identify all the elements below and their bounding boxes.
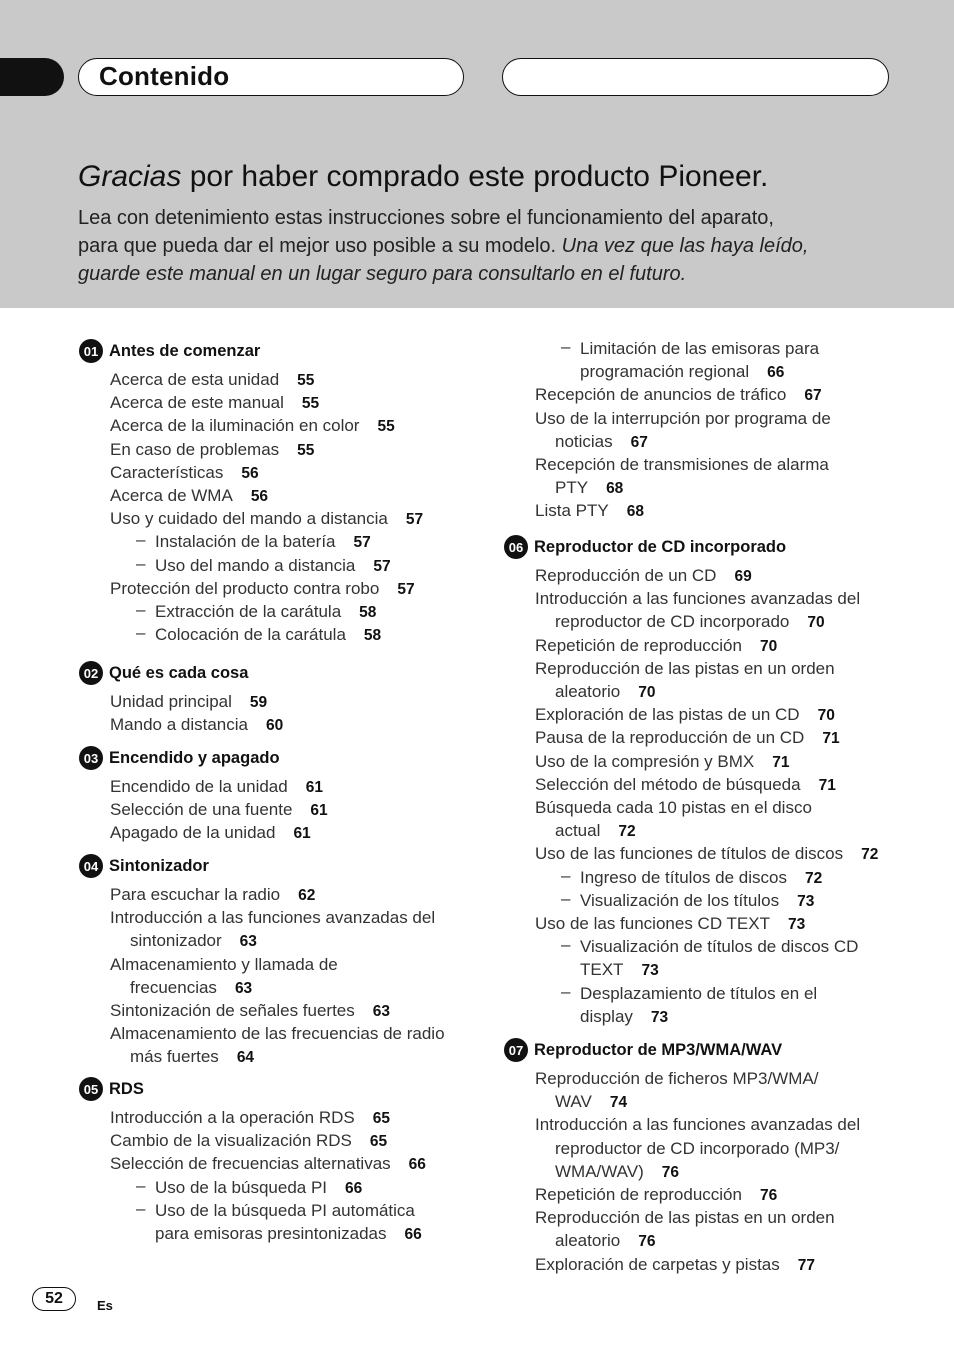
toc-page-number: 71 [772,753,790,771]
toc-page-number: 61 [310,802,328,820]
toc-entry-text: Apagado de la unidad [110,823,276,843]
toc-entry-text: aleatorio [555,682,621,701]
intro-line-2 [78,232,918,260]
sub-entry-dash: – [136,623,146,643]
toc-entry[interactable] [535,587,860,610]
toc-page-number: 76 [638,1233,656,1251]
sub-entry-dash: – [561,337,571,356]
toc-entry[interactable] [555,1137,839,1160]
toc-entry[interactable] [535,1183,777,1207]
toc-entry[interactable] [535,1067,818,1090]
toc-page-number: 55 [297,372,315,389]
toc-entry[interactable] [555,680,655,704]
toc-page-number: 63 [372,1003,391,1020]
toc-page-number: 60 [265,717,284,735]
toc-page-number: 58 [363,627,382,645]
sub-entry-dash: – [136,1198,146,1218]
toc-page-number: 63 [239,933,257,951]
toc-entry[interactable] [580,958,659,982]
toc-entry-text: Recepción de transmisiones de alarma [535,455,829,474]
toc-page-number: 61 [293,825,311,843]
toc-entry-text: Selección de una fuente [110,800,293,820]
toc-entry-text: WMA/WAV) [555,1161,644,1181]
toc-section-heading[interactable] [79,661,248,685]
toc-entry-text: Uso de la búsqueda PI [155,1177,328,1197]
toc-entry[interactable] [535,842,878,866]
toc-entry[interactable] [110,798,328,822]
toc-entry-text: Uso de la búsqueda PI automática [155,1200,415,1220]
toc-entry-text: actual [555,821,601,841]
toc-entry-text: programación regional [580,362,750,382]
language-code: Es [97,1298,113,1313]
toc-entry[interactable] [535,407,831,430]
toc-entry[interactable] [110,1152,426,1176]
toc-entry[interactable] [155,530,371,554]
black-tab [0,58,64,96]
toc-entry[interactable] [110,953,338,976]
toc-entry[interactable] [535,773,836,797]
toc-section-heading[interactable] [79,339,260,363]
intro-line-2-plain: para que pueda dar el mejor uso posible a su modelo. [78,235,562,257]
toc-entry-text: más fuertes [130,1047,219,1067]
toc-page-number: 68 [626,503,644,521]
toc-entry[interactable] [535,634,777,658]
toc-entry-text: Uso de las funciones de títulos de discos [535,844,844,864]
section-number-badge: 04 [79,854,103,878]
toc-entry-text: Para escuchar la radio [110,885,281,904]
toc-page-number: 58 [359,604,377,621]
toc-page-number: 73 [650,1008,669,1026]
toc-page-number: 74 [609,1094,628,1112]
toc-page-number: 56 [241,464,259,482]
toc-entry[interactable] [535,499,644,523]
toc-entry-text: Colocación de la carátula [155,625,346,645]
section-number-badge: 02 [79,661,103,685]
toc-entry-text: frecuencias [130,977,217,997]
section-number-badge: 03 [79,746,103,770]
toc-page-number: 64 [236,1049,255,1067]
toc-entry-text: Uso y cuidado del mando a distancia [110,509,388,529]
section-title-text: Reproductor de MP3/WMA/WAV [534,1040,783,1059]
section-title-text: Qué es cada cosa [109,663,249,682]
toc-page-number: 61 [305,779,323,796]
toc-entry[interactable] [535,703,835,727]
toc-entry-text: Reproducción de las pistas en un orden [535,658,835,678]
toc-page-number: 66 [408,1156,426,1174]
toc-section-heading[interactable] [79,854,209,878]
section-number-badge: 07 [504,1038,528,1062]
toc-entry[interactable] [130,929,257,953]
toc-entry[interactable] [110,713,283,737]
toc-entry[interactable] [155,600,376,624]
toc-entry[interactable] [130,1045,254,1069]
toc-entry[interactable] [555,819,636,843]
toc-entry-text: Repetición de reproducción [535,1185,742,1204]
intro-line-3: guarde este manual en un lugar seguro para consultarlo en el futuro. [78,263,687,285]
toc-page-number: 67 [804,387,822,405]
toc-page-number: 65 [369,1133,388,1151]
toc-entry-text: sintonizador [130,931,222,951]
section-title-text: RDS [109,1079,144,1098]
toc-page-number: 68 [606,480,624,498]
toc-page-number: 76 [661,1163,680,1181]
toc-entry[interactable] [555,1160,679,1184]
toc-entry-text: Limitación de las emisoras para [580,339,820,358]
toc-page-number: 70 [759,637,778,655]
toc-entry-text: Introducción a las funciones avanzadas del [535,589,861,609]
sub-entry-dash: – [136,553,146,573]
toc-entry[interactable] [535,657,835,680]
toc-page-number: 70 [638,684,656,701]
toc-entry[interactable] [535,1206,835,1229]
toc-page-number: 71 [818,776,836,794]
toc-entry[interactable] [535,453,829,476]
header-band [0,0,954,308]
toc-entry-text: Visualización de títulos de discos CD [580,937,859,957]
sub-entry-dash: – [561,865,571,885]
toc-entry-text: Acerca de esta unidad [110,370,280,389]
toc-entry-text: Reproducción de ficheros MP3/WMA/ [535,1069,819,1088]
toc-entry[interactable] [110,391,319,415]
toc-entry[interactable] [580,337,819,360]
toc-entry-text: noticias [555,431,613,451]
toc-entry[interactable] [110,368,314,392]
toc-page-number: 73 [641,962,659,980]
toc-page-number: 73 [787,916,806,933]
toc-entry[interactable] [555,1229,655,1253]
toc-entry-text: Sintonización de señales fuertes [110,1001,355,1020]
section-title: Contenido [99,61,230,91]
sub-entry-dash: – [561,888,571,908]
toc-page-number: 72 [618,823,636,841]
toc-entry-text: Encendido de la unidad [110,777,288,796]
toc-entry-text: Exploración de carpetas y pistas [535,1254,780,1274]
toc-section-heading[interactable] [504,1038,782,1062]
toc-entry-text: Desplazamiento de títulos en el [580,983,818,1003]
toc-entry[interactable] [110,484,268,508]
toc-page-number: 69 [734,568,752,585]
toc-entry[interactable] [155,1222,422,1246]
toc-entry-text: Mando a distancia [110,715,248,735]
toc-page-number: 57 [405,511,424,529]
sub-entry-dash: – [136,1175,146,1195]
section-number-badge: 05 [79,1077,103,1101]
toc-entry-text: Extracción de la carátula [155,602,342,621]
toc-entry-text: PTY [555,478,589,498]
toc-page-number: 59 [249,694,268,711]
toc-page-number: 66 [345,1179,363,1197]
toc-page-number: 70 [807,614,825,632]
toc-entry[interactable] [110,1129,387,1153]
toc-page-number: 66 [767,364,785,382]
toc-entry[interactable] [580,360,784,384]
toc-page-number: 57 [353,534,371,552]
toc-entry[interactable] [535,796,812,819]
toc-entry-text: Unidad principal [110,692,232,711]
toc-entry-text: Almacenamiento y llamada de [110,954,338,974]
toc-entry-text: Cambio de la visualización RDS [110,1131,352,1151]
toc-entry[interactable] [110,438,314,462]
toc-entry[interactable] [580,982,817,1005]
section-title-text: Sintonizador [109,856,209,875]
toc-entry-text: Introducción a las funciones avanzadas del [535,1115,861,1135]
toc-entry-text: Exploración de las pistas de un CD [535,705,800,725]
toc-entry-text: reproductor de CD incorporado [555,612,790,632]
sub-entry-dash: – [136,600,146,619]
toc-entry-text: Uso del mando a distancia [155,555,356,575]
toc-entry-text: Acerca de WMA [110,486,233,505]
toc-entry[interactable] [555,1090,627,1114]
toc-entry-text: Selección del método de búsqueda [535,774,801,794]
toc-entry-text: Almacenamiento de las frecuencias de radio [110,1024,445,1044]
toc-entry[interactable] [155,1199,415,1222]
toc-entry-text: Lista PTY [535,501,609,521]
section-title-pill [78,58,464,96]
toc-page-number: 66 [404,1226,422,1243]
toc-page-number: 70 [817,707,835,725]
toc-page-number: 56 [250,488,269,505]
toc-entry-text: Uso de la compresión y BMX [535,751,755,771]
toc-entry-text: WAV [555,1092,592,1112]
section-number-badge: 06 [504,535,528,559]
toc-page-number: 62 [298,887,316,904]
toc-entry-text: TEXT [580,960,624,980]
toc-page-number: 55 [301,395,320,413]
sub-entry-dash: – [136,530,146,550]
toc-entry[interactable] [535,750,789,774]
toc-entry-text: Uso de las funciones CD TEXT [535,914,770,933]
toc-entry[interactable] [110,999,390,1023]
toc-entry[interactable] [580,935,858,958]
toc-entry[interactable] [110,906,435,929]
toc-entry-text: Instalación de la batería [155,532,336,552]
toc-entry-text: Selección de frecuencias alternativas [110,1154,391,1174]
thanks-rest: por haber comprado este producto Pioneer. [181,160,769,193]
toc-entry[interactable] [130,976,252,1000]
toc-entry-text: aleatorio [555,1231,621,1251]
toc-entry-text: display [580,1006,633,1026]
toc-section-heading[interactable] [504,535,786,559]
toc-entry[interactable] [110,414,395,438]
section-title-text: Encendido y apagado [109,748,280,767]
toc-entry[interactable] [535,1113,860,1136]
toc-entry-text: Protección del producto contra robo [110,578,380,598]
toc-entry-text: Búsqueda cada 10 pistas en el disco [535,798,812,817]
toc-page-number: 63 [234,979,253,997]
toc-entry[interactable] [535,564,752,588]
toc-entry[interactable] [535,383,822,407]
intro-paragraph [78,204,918,288]
toc-entry[interactable] [155,623,381,647]
intro-line-1: Lea con detenimiento estas instrucciones sobre el funcionamiento del aparato, [78,207,774,229]
toc-entry[interactable] [555,430,648,454]
toc-entry-text: para emisoras presintonizadas [155,1224,387,1243]
toc-page-number: 55 [297,441,315,459]
intro-line-2-italic: Una vez que las haya leído, [561,235,809,257]
toc-page-number: 77 [797,1256,815,1274]
toc-page-number: 57 [397,580,415,598]
sub-entry-dash: – [561,981,571,1001]
toc-entry-text: Introducción a las funciones avanzadas del [110,908,436,928]
toc-entry[interactable] [110,775,323,799]
toc-page-number: 71 [822,730,840,748]
toc-entry[interactable] [110,461,259,485]
toc-entry-text: Reproducción de un CD [535,566,717,585]
toc-entry-text: Ingreso de títulos de discos [580,867,787,887]
toc-entry[interactable] [555,476,623,500]
toc-page-number: 72 [861,846,879,864]
toc-entry[interactable] [155,1176,362,1200]
toc-page-number: 55 [377,418,395,436]
toc-page-number: 65 [372,1110,390,1127]
toc-page-number: 67 [630,433,648,451]
toc-entry[interactable] [110,507,423,531]
section-number-badge: 01 [79,339,103,363]
sub-entry-dash: – [561,935,571,955]
toc-page-number: 73 [797,892,815,910]
toc-entry[interactable] [110,883,315,907]
toc-entry[interactable] [580,889,814,913]
toc-page-number: 72 [804,869,823,887]
thanks-italic: Gracias [78,160,182,193]
toc-entry[interactable] [110,577,415,601]
toc-entry-text: reproductor de CD incorporado (MP3/ [555,1138,840,1158]
toc-section-heading[interactable] [79,746,280,770]
toc-entry[interactable] [110,1106,390,1130]
toc-entry-text: Visualización de los títulos [580,890,780,910]
toc-entry[interactable] [535,1253,815,1277]
toc-entry[interactable] [110,690,267,714]
toc-entry-text: Recepción de anuncios de tráfico [535,385,787,405]
toc-entry[interactable] [555,610,825,634]
section-title-text: Reproductor de CD incorporado [534,537,787,556]
toc-entry[interactable] [580,1005,668,1029]
toc-section-heading[interactable] [79,1077,144,1101]
page-number: 52 [32,1287,76,1311]
toc-entry-text: Acerca de la iluminación en color [110,416,360,436]
toc-entry[interactable] [580,866,822,890]
toc-entry-text: Repetición de reproducción [535,635,742,655]
toc-page-number: 57 [373,557,391,575]
thanks-heading [78,160,768,194]
toc-entry[interactable] [155,554,391,578]
section-title-text: Antes de comenzar [109,341,261,360]
toc-entry[interactable] [110,821,311,845]
toc-entry-text: Pausa de la reproducción de un CD [535,728,805,748]
toc-entry[interactable] [110,1022,445,1045]
toc-entry[interactable] [535,912,805,936]
toc-entry-text: Características [110,462,224,482]
toc-entry-text: En caso de problemas [110,439,280,459]
toc-entry-text: Reproducción de las pistas en un orden [535,1208,835,1228]
toc-entry-text: Acerca de este manual [110,393,284,413]
empty-pill [502,58,889,96]
toc-entry-text: Uso de la interrupción por programa de [535,408,831,428]
toc-entry[interactable] [535,726,840,750]
toc-page-number: 76 [759,1187,778,1204]
toc-entry-text: Introducción a la operación RDS [110,1108,355,1127]
